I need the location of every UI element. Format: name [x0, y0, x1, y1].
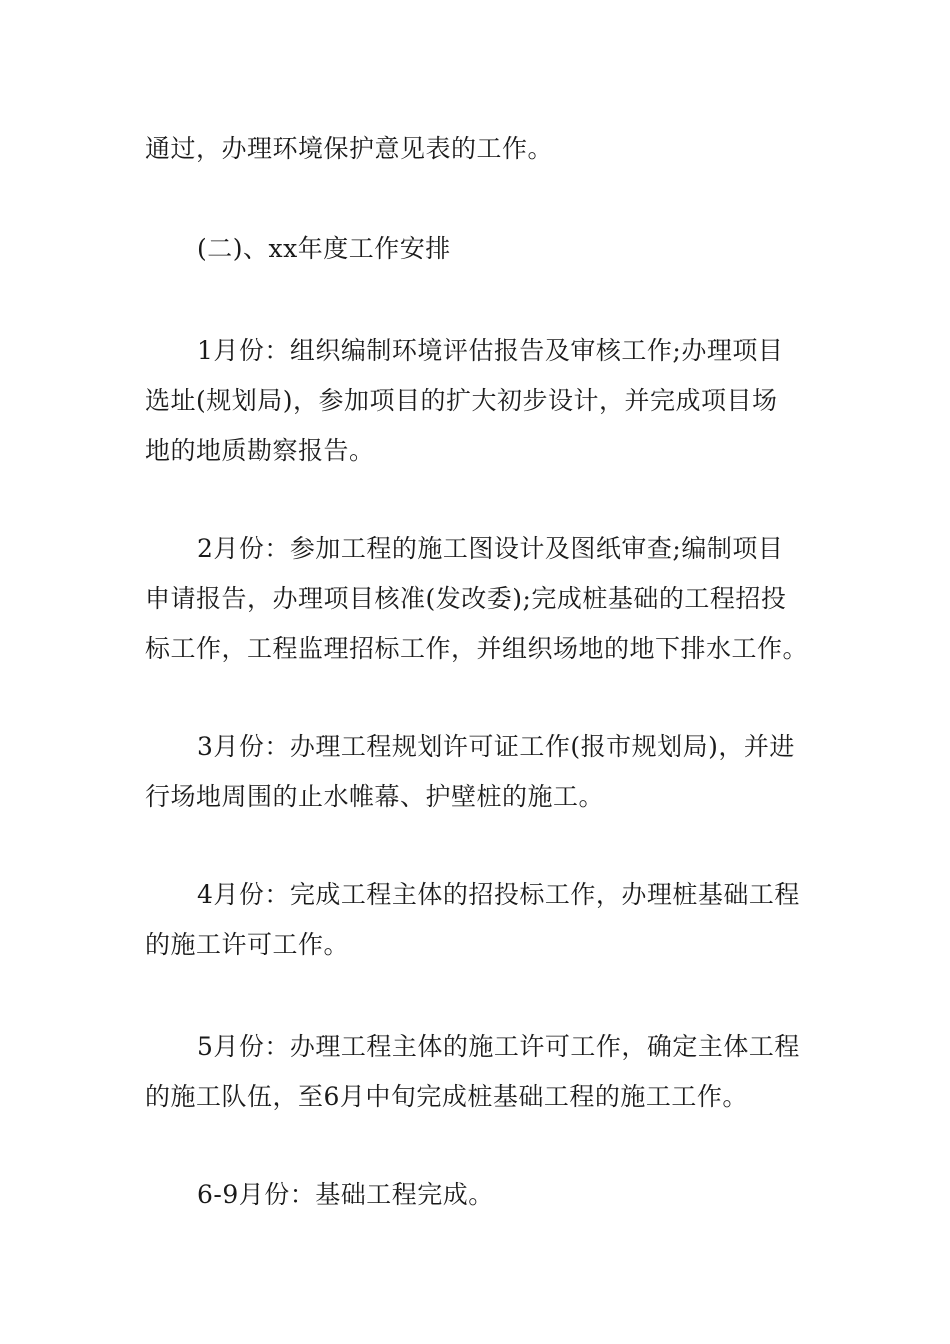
text-line: 3月份：办理工程规划许可证工作(报市规划局)，并进 — [197, 732, 795, 761]
paragraph-april — [145, 870, 810, 970]
text-line: 选址(规划局)，参加项目的扩大初步设计，并完成项目场 — [145, 386, 778, 415]
paragraph-june-september — [145, 1170, 810, 1220]
text-line: 通过，办理环境保护意见表的工作。 — [145, 134, 554, 163]
section-heading — [145, 224, 810, 274]
text-line: 5月份：办理工程主体的施工许可工作，确定主体工程 — [197, 1032, 800, 1061]
paragraph-january — [145, 326, 810, 476]
text-line: 申请报告，办理项目核准(发改委);完成桩基础的工程招投 — [145, 584, 787, 613]
text-line: 行场地周围的止水帷幕、护壁桩的施工。 — [145, 782, 605, 811]
paragraph-continuation — [145, 124, 810, 174]
text-line: 地的地质勘察报告。 — [145, 436, 375, 465]
text-line: (二)、xx年度工作安排 — [197, 234, 451, 263]
paragraph-february — [145, 524, 810, 674]
text-line: 4月份：完成工程主体的招投标工作，办理桩基础工程 — [197, 880, 800, 909]
text-line: 1月份：组织编制环境评估报告及审核工作;办理项目 — [197, 336, 784, 365]
text-line: 的施工许可工作。 — [145, 930, 350, 959]
text-line: 6-9月份：基础工程完成。 — [197, 1180, 494, 1209]
paragraph-march — [145, 722, 810, 822]
paragraph-may — [145, 1022, 810, 1122]
text-line: 标工作，工程监理招标工作，并组织场地的地下排水工作。 — [145, 634, 809, 663]
text-line: 2月份：参加工程的施工图设计及图纸审查;编制项目 — [197, 534, 784, 563]
text-line: 的施工队伍，至6月中旬完成桩基础工程的施工工作。 — [145, 1082, 748, 1111]
